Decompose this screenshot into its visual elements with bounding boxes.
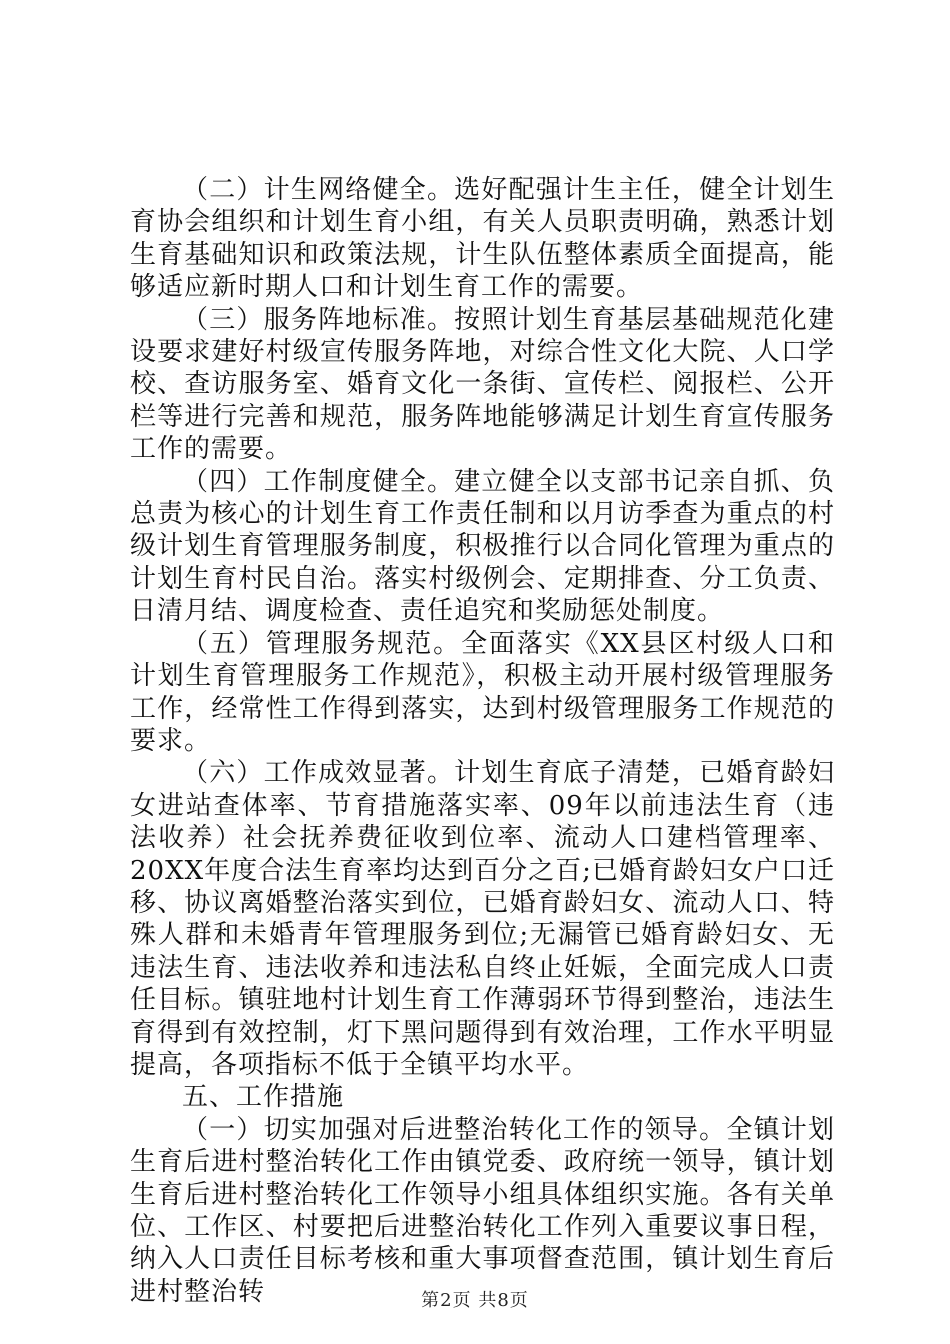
paragraph-leadership: （一）切实加强对后进整治转化工作的领导。全镇计划生育后进村整治转化工作由镇党委、政府统一领导，镇计划生育后进村整治转化工作领导小组具体组织实施。各有关单位、工作区、村要把后进整治转化工作列入重要议事日程，纳入人口责任目标考核和重大事项督查范围，镇计划生育后进村整治转	[130, 1114, 835, 1307]
document-body	[130, 174, 835, 1308]
paragraph-management-service: （五）管理服务规范。全面落实《XX县区村级人口和计划生育管理服务工作规范》，积极主动开展村级管理服务工作，经常性工作得到落实，达到村级管理服务工作规范的要求。	[130, 628, 835, 756]
page-number-footer: 第2页 共8页	[421, 1290, 529, 1311]
paragraph-network: （二）计生网络健全。选好配强计生主任，健全计划生育协会组织和计划生育小组，有关人员职责明确，熟悉计划生育基础知识和政策法规，计生队伍整体素质全面提高，能够适应新时期人口和计划生育工作的需要。	[130, 175, 835, 303]
paragraph-service-position: （三）服务阵地标准。按照计划生育基层基础规范化建设要求建好村级宣传服务阵地，对综合性文化大院、人口学校、查访服务室、婚育文化一条街、宣传栏、阅报栏、公开栏等进行完善和规范，服务阵地能够满足计划生育宣传服务工作的需要。	[130, 304, 835, 465]
paragraph-work-results: （六）工作成效显著。计划生育底子清楚，已婚育龄妇女进站查体率、节育措施落实率、09年以前违法生育（违法收养）社会抚养费征收到位率、流动人口建档管理率、20XX年度合法生育率均达到百分之百;已婚育龄妇女户口迁移、协议离婚整治落实到位，已婚育龄妇女、流动人口、特殊人群和未婚青年管理服务到位;无漏管已婚育龄妇女、无违法生育、违法收养和违法私自终止妊娠，全面完成人口责任目标。镇驻地村计划生育工作薄弱环节得到整治，违法生育得到有效控制，灯下黑问题得到有效治理，工作水平明显提高，各项指标不低于全镇平均水平。	[130, 758, 835, 1080]
section-heading: 五、工作措施	[182, 1082, 345, 1113]
paragraph-work-system: （四）工作制度健全。建立健全以支部书记亲自抓、负总责为核心的计划生育工作责任制和以月访季查为重点的村级计划生育管理服务制度，积极推行以合同化管理为重点的计划生育村民自治。落实村级例会、定期排查、分工负责、日清月结、调度检查、责任追究和奖励惩处制度。	[130, 466, 835, 627]
